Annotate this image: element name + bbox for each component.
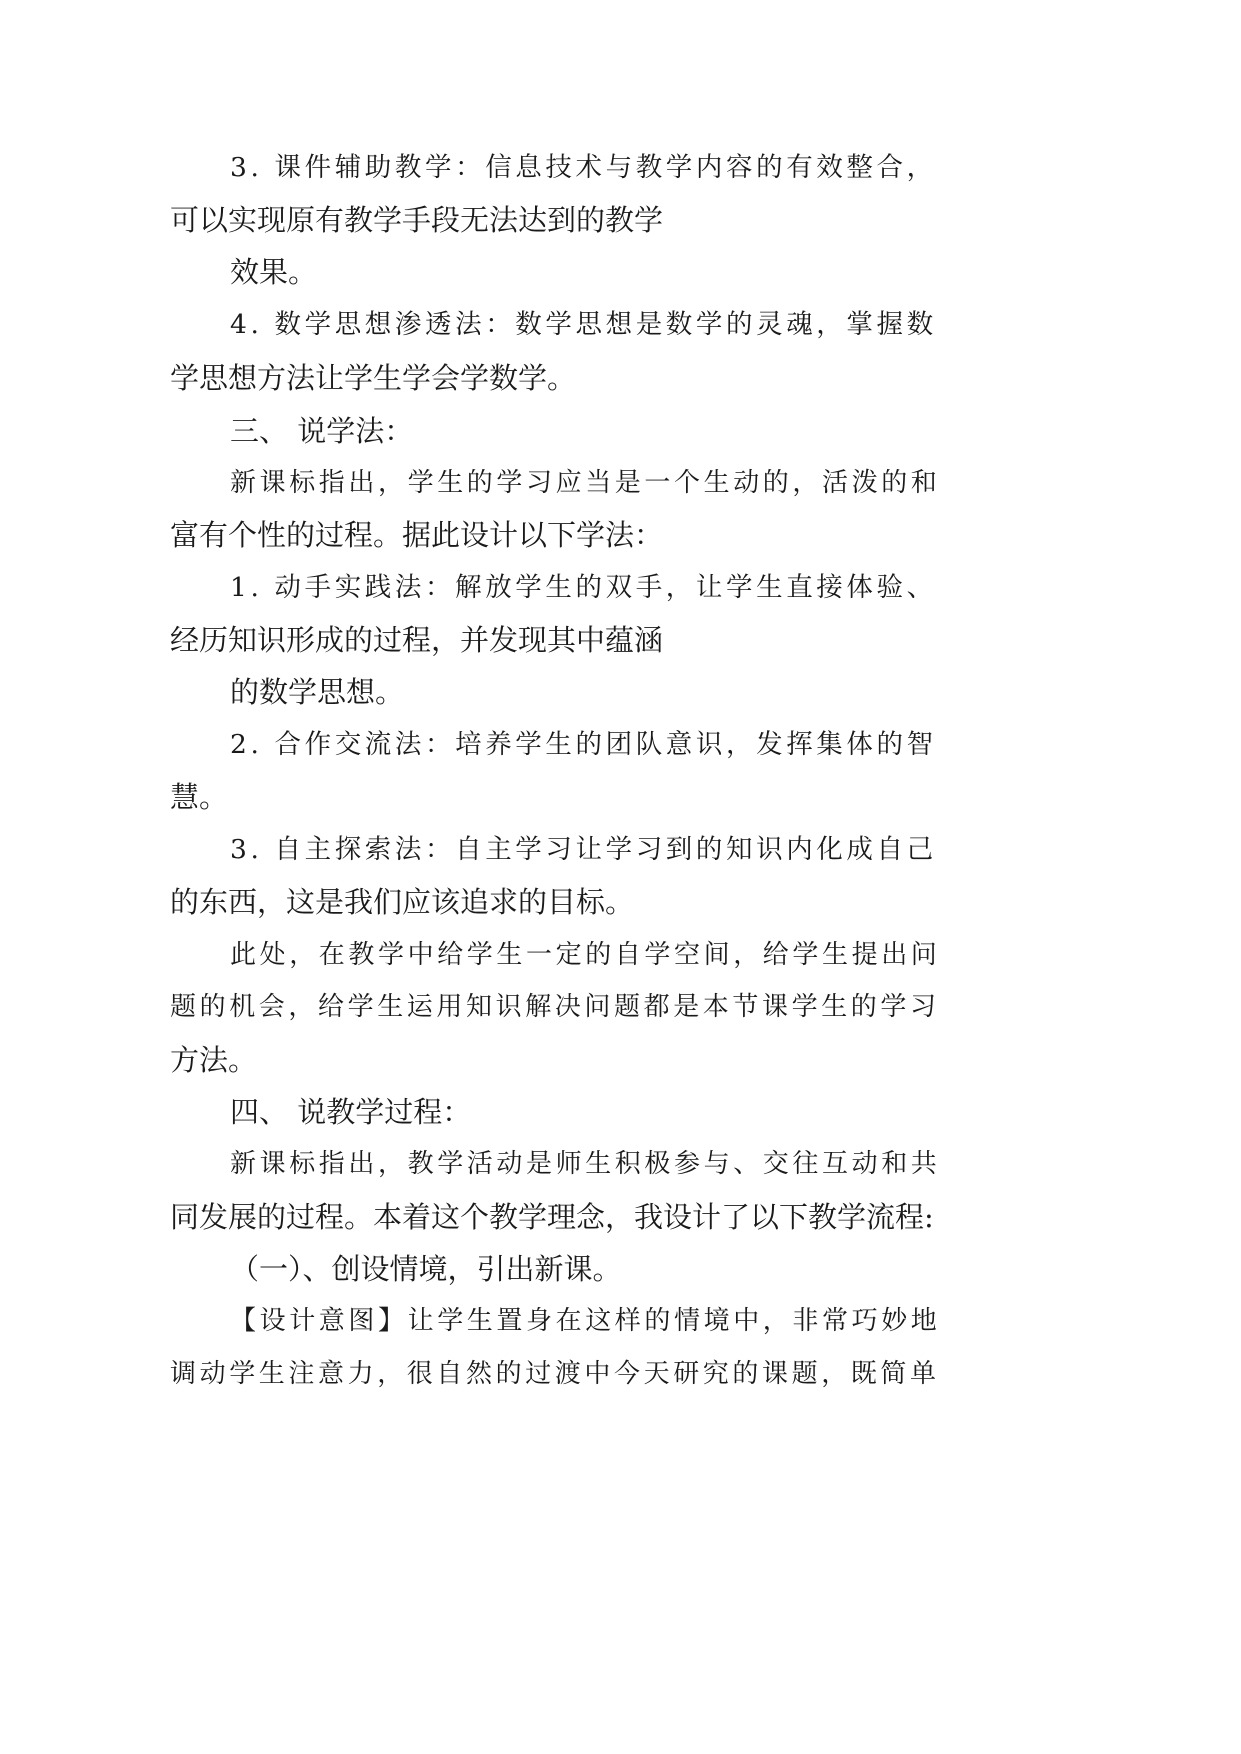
paragraph-line: 慧。 — [170, 780, 229, 814]
paragraph-line: 的数学思想。 — [230, 675, 405, 709]
paragraph-line: 新课标指出，学生的学习应当是一个生动的，活泼的和 — [230, 468, 941, 498]
paragraph-line: 学思想方法让学生学会学数学。 — [170, 361, 577, 395]
paragraph-line: 此处，在教学中给学生一定的自学空间，给学生提出问 — [230, 940, 941, 970]
paragraph-line: 调动学生注意力，很自然的过渡中今天研究的课题，既简单 — [170, 1359, 940, 1389]
paragraph-line: 富有个性的过程。据此设计以下学法： — [170, 518, 664, 552]
paragraph-line: 1. 动手实践法：解放学生的双手，让学生直接体验、 — [230, 572, 937, 603]
paragraph-line: 2. 合作交流法：培养学生的团队意识，发挥集体的智 — [230, 729, 937, 760]
paragraph-line: 同发展的过程。本着这个教学理念，我设计了以下教学流程: — [170, 1200, 934, 1234]
paragraph-line: 经历知识形成的过程，并发现其中蕴涵 — [170, 623, 664, 657]
paragraph-line: 的东西，这是我们应该追求的目标。 — [170, 885, 635, 919]
paragraph-line: 3. 课件辅助教学：信息技术与教学内容的有效整合， — [230, 152, 937, 183]
paragraph-line: 4. 数学思想渗透法：数学思想是数学的灵魂，掌握数 — [230, 309, 937, 340]
subsection-heading: （一）、创设情境，引出新课。 — [230, 1252, 622, 1286]
paragraph-line: 3. 自主探索法：自主学习让学习到的知识内化成自己 — [230, 834, 937, 865]
section-heading: 三、 说学法： — [230, 414, 414, 448]
paragraph-line: 效果。 — [230, 255, 318, 289]
paragraph-line: 可以实现原有教学手段无法达到的教学 — [170, 203, 664, 237]
paragraph-line: 方法。 — [170, 1043, 258, 1077]
section-heading: 四、 说教学过程： — [230, 1095, 472, 1129]
paragraph-line: 题的机会，给学生运用知识解决问题都是本节课学生的学习 — [170, 992, 940, 1022]
paragraph-line: 新课标指出，教学活动是师生积极参与、交往互动和共 — [230, 1149, 941, 1179]
paragraph-line: 【设计意图】让学生置身在这样的情境中，非常巧妙地 — [230, 1306, 941, 1336]
